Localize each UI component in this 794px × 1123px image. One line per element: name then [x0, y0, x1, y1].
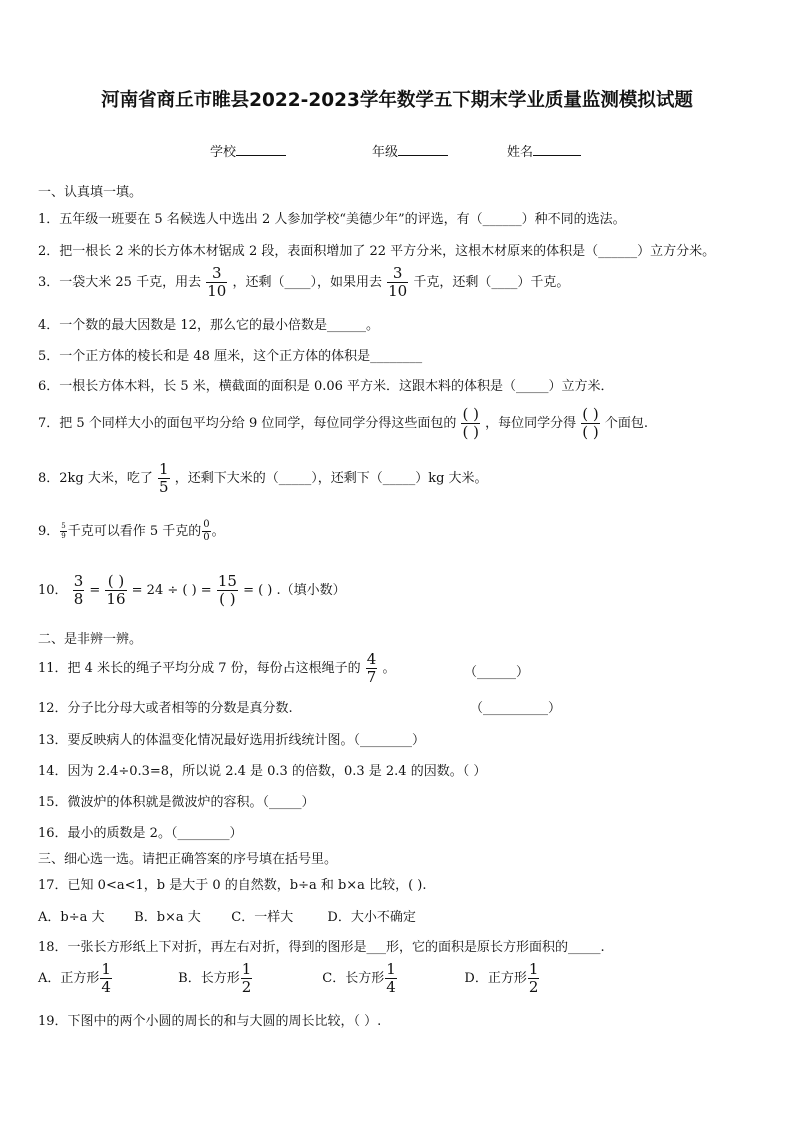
q18-d-fraction: $\frac{1}{2}$	[528, 960, 539, 996]
q10-equals: =	[89, 583, 101, 598]
q17-option-d[interactable]: D．大小不确定	[327, 910, 416, 925]
q10-fraction-1: $\frac{3}{8}$	[73, 572, 84, 608]
q7-text-b: ，每位同学分得	[485, 416, 577, 431]
question-19: 19．下图中的两个小圆的周长的和与大圆的周长比较，（ ）.	[38, 1014, 382, 1029]
question-3	[38, 266, 569, 299]
q3-fraction-2: $\frac{3}{10}$	[388, 264, 408, 300]
q7-text-a: 7．把 5 个同样大小的面包平均分给 9 位同学，每位同学分得这些面包的	[38, 416, 457, 431]
q18-option-b[interactable]: B．长方形 $\frac{1}{2}$	[178, 960, 252, 996]
q18-option-c[interactable]: C．长方形 $\frac{1}{4}$	[322, 960, 396, 996]
section-1-heading: 一、认真填一填。	[38, 185, 143, 200]
q17-option-b[interactable]: B．b×a 大	[134, 910, 201, 925]
q18-option-a[interactable]: A．正方形 $\frac{1}{4}$	[38, 960, 111, 996]
question-15: 15．微波炉的体积就是微波炉的容积。（_____）	[38, 795, 315, 810]
q3-text-c: 千克，还剩（____）千克。	[413, 275, 570, 290]
q17-options	[38, 906, 416, 925]
question-17: 17．已知 0<a<1，b 是大于 0 的自然数，b÷a 和 b×a 比较，( ).	[38, 878, 427, 893]
q11-answer-blank[interactable]: （______）	[464, 665, 530, 680]
grade-label: 年级	[372, 145, 399, 160]
q18-b-fraction: $\frac{1}{2}$	[241, 960, 252, 996]
q11-end: 。	[382, 661, 396, 676]
q3-fraction-1: $\frac{3}{10}$	[207, 264, 227, 300]
school-field	[210, 141, 286, 160]
q18-a-fraction: $\frac{1}{4}$	[101, 960, 111, 996]
q9-fraction-blank[interactable]: $\frac{0}{0}$	[203, 519, 210, 543]
q10-end: = ( ) .（填小数）	[243, 583, 346, 598]
name-label: 姓名	[507, 145, 534, 160]
q9-end: 。	[211, 524, 225, 539]
question-13: 13．要反映病人的体温变化情况最好选用折线统计图。（________）	[38, 733, 426, 748]
grade-blank[interactable]	[398, 141, 448, 156]
name-field	[507, 141, 581, 160]
q3-text-b: ，还剩（____），如果用去	[232, 275, 382, 290]
question-1: 1．五年级一班要在 5 名候选人中选出 2 人参加学校“美德少年”的评选，有（______）种不同的选法。	[38, 212, 626, 227]
name-blank[interactable]	[533, 141, 581, 156]
q11-fraction: $\frac{4}{7}$	[366, 650, 377, 686]
question-18: 18．一张长方形纸上下对折，再左右对折，得到的图形是___形，它的面积是原长方形面积的_____.	[38, 940, 605, 955]
question-11	[38, 652, 395, 685]
q10-fraction-3[interactable]: $\frac{15}{( )}$	[217, 572, 237, 608]
q8-text-b: ，还剩下大米的（_____），还剩下（_____）kg 大米。	[174, 471, 488, 486]
question-16: 16．最小的质数是 2。（________）	[38, 826, 243, 841]
question-7	[38, 407, 648, 440]
question-6: 6．一根长方体木料，长 5 米，横截面的面积是 0.06 平方米．这跟木料的体积是（_____）立方米．	[38, 379, 614, 394]
question-8	[38, 462, 488, 495]
q11-text: 11．把 4 米长的绳子平均分成 7 份，每份占这根绳子的	[38, 661, 361, 676]
q9-number: 9．	[38, 524, 60, 539]
question-10	[38, 574, 346, 607]
section-2-heading: 二、是非辨一辨。	[38, 632, 143, 647]
q18-c-fraction: $\frac{1}{4}$	[386, 960, 396, 996]
q10-middle: = 24 ÷ ( ) =	[131, 583, 212, 598]
q9-text: 千克可以看作 5 千克的	[67, 524, 202, 539]
section-3-heading: 三、细心选一选。请把正确答案的序号填在括号里。	[38, 852, 338, 867]
q9-fraction: $\frac{5}{9}$	[61, 522, 66, 540]
q10-fraction-2[interactable]: $\frac{( )}{16}$	[106, 572, 126, 608]
question-5: 5．一个正方体的棱长和是 48 厘米，这个正方体的体积是________	[38, 349, 423, 364]
grade-field	[372, 141, 448, 160]
question-12: 12．分子比分母大或者相等的分数是真分数.	[38, 701, 293, 716]
q3-text-a: 3．一袋大米 25 千克，用去	[38, 275, 202, 290]
question-9	[38, 520, 225, 543]
school-blank[interactable]	[236, 141, 286, 156]
q12-answer-blank[interactable]: （__________）	[470, 701, 562, 716]
q18-option-d[interactable]: D．正方形 $\frac{1}{2}$	[464, 960, 539, 996]
q7-fraction-blank-1[interactable]: $\frac{( )}{( )}$	[462, 405, 479, 441]
question-2: 2．把一根长 2 米的长方体木材锯成 2 段，表面积增加了 22 平方分米，这根木材原来的体积是（______）立方分米。	[38, 244, 716, 259]
page-title: 河南省商丘市睢县2022-2023学年数学五下期末学业质量监测模拟试题	[101, 90, 693, 111]
q17-option-a[interactable]: A．b÷a 大	[38, 910, 105, 925]
q8-fraction: $\frac{1}{5}$	[159, 460, 169, 496]
q7-fraction-blank-2[interactable]: $\frac{( )}{( )}$	[582, 405, 599, 441]
q7-text-c: 个面包.	[604, 416, 649, 431]
q8-text-a: 8．2kg 大米，吃了	[38, 471, 153, 486]
school-label: 学校	[210, 145, 237, 160]
question-4: 4．一个数的最大因数是 12，那么它的最小倍数是______。	[38, 318, 379, 333]
q10-number: 10．	[38, 583, 68, 598]
q17-option-c[interactable]: C．一样大	[231, 910, 294, 925]
question-14: 14．因为 2.4÷0.3=8，所以说 2.4 是 0.3 的倍数，0.3 是 2.4 的因数。（ ）	[38, 764, 487, 779]
q18-options	[38, 962, 540, 995]
